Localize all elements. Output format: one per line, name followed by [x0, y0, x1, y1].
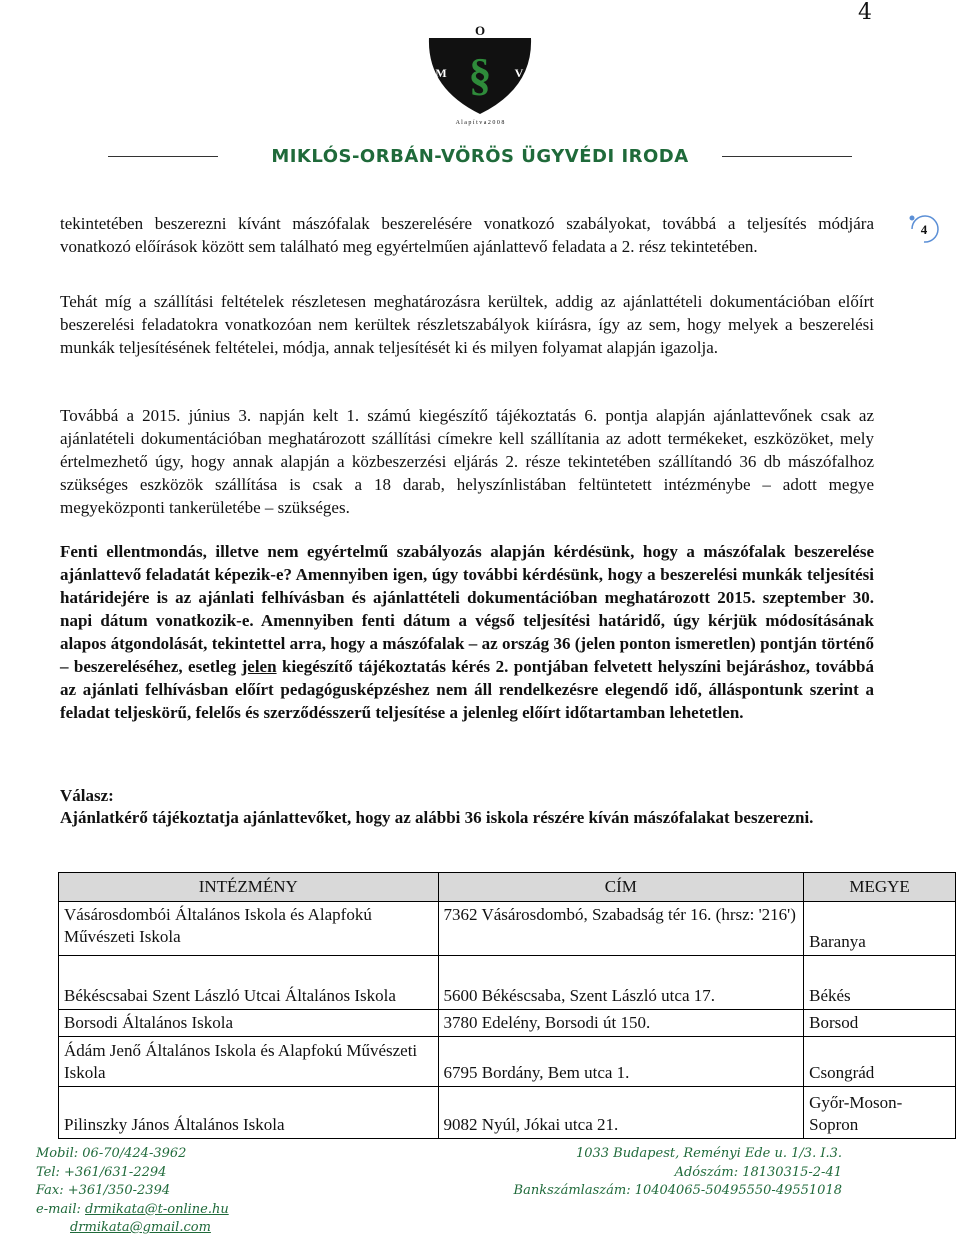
- footer-tel: Tel: +361/631-2294: [36, 1164, 167, 1180]
- cell-address: 6795 Bordány, Bem utca 1.: [438, 1037, 804, 1087]
- question-paragraph: Fenti ellentmondás, illetve nem egyértelmű szabályozás alapján kérdésünk, hogy a mászófalak beszerelése ajánlattevő feladatát képezik-e? Amennyiben igen, úgy további kérdésünk, hogy a beszerelési munkák teljesítési határidejére is az ajánlati felhívásban és ajánlattételi dokumentációban meghatározott 2015. szeptember 30. napi dátum vonatkozik-e. Amennyiben fenti dátum a végső teljesítési határidő, úgy kérjük módosításának alapos átgondolását, tekintettel arra, hogy a mászófalak – az ország 36 (jelen ponton ismeretlen) pontján történő – beszereléséhez, esetleg jelen kiegészítő tájékoztatás kérés 2. pontjában felvetett helyszíni bejáráshoz, továbbá az ajánlati felhívásban előírt pedagógusképzéshez nem áll rendelkezésre elegendő idő, álláspontunk szerint a feladat teljeskörű, felelős és szerződésszerű teljesítése a jelenleg előírt időtartamban lehetetlen.: [60, 542, 874, 722]
- logo-letter-v: V: [514, 66, 524, 80]
- law-firm-logo: [427, 24, 533, 128]
- cell-institution: Békéscsabai Szent László Utcai Általános Iskola: [59, 956, 439, 1010]
- cell-county: Baranya: [804, 902, 956, 956]
- header-address: CÍM: [438, 873, 804, 902]
- footer-office: [514, 1145, 842, 1201]
- footer-contact: [36, 1145, 229, 1238]
- header-rule-right: [722, 156, 852, 157]
- cell-address: 7362 Vásárosdombó, Szabadság tér 16. (hrsz: '216'): [438, 902, 804, 956]
- paragraph-1: tekintetében beszerezni kívánt mászófalak beszerelésére vonatkozó szabályokat, továbbá a teljesítés módjára vonatkozó előírások között sem található meg egyértelműen ajánlattevő feladata a 2. rész tekintetében.: [60, 214, 874, 256]
- email-link-1[interactable]: drmikata@t-online.hu: [85, 1201, 229, 1217]
- footer-email-line: e-mail: drmikata@t-online.hu: [36, 1201, 229, 1217]
- logo-letter-o: O: [474, 24, 486, 38]
- footer-address: 1033 Budapest, Reményi Ede u. 1/3. I.3.: [575, 1146, 842, 1161]
- email-link-2[interactable]: drmikata@gmail.com: [70, 1220, 211, 1235]
- paragraph-2: Tehát míg a szállítási feltételek részletesen meghatározásra kerültek, addig az ajánlattételi dokumentációban előírt beszerelési feladatokra vonatkozóan nem kerültek részletszabályok kiírásra, így az sem, hogy melyek a beszerelési munkák teljesítésének feltételei, módja, annak teljesítését ki és milyen folyamat alapján igazolja.: [60, 292, 874, 357]
- cell-address: 9082 Nyúl, Jókai utca 21.: [438, 1087, 804, 1139]
- firm-name: MIKLÓS-ORBÁN-VÖRÖS ÜGYVÉDI IRODA: [271, 146, 689, 167]
- logo-founded: A l a p í t v a 2 0 0 8: [455, 120, 505, 126]
- section-sign-icon: §: [468, 49, 492, 100]
- table-row: [59, 1087, 956, 1139]
- footer-bank: Bankszámlaszám: 10404065-50495550-49551018: [513, 1183, 842, 1198]
- cell-institution: Ádám Jenő Általános Iskola és Alapfokú Művészeti Iskola: [59, 1037, 439, 1087]
- underlined-word: jelen: [241, 657, 277, 676]
- header-county: MEGYE: [804, 873, 956, 902]
- cell-county: Győr-Moson-Sopron: [804, 1087, 956, 1139]
- footer-mobile: Mobil: 06-70/424-3962: [36, 1146, 187, 1161]
- page-number: 4: [858, 0, 872, 25]
- table-row: [59, 1037, 956, 1087]
- logo-letter-m: M: [435, 66, 447, 80]
- cell-address: 3780 Edelény, Borsodi út 150.: [438, 1010, 804, 1037]
- cell-county: Csongrád: [804, 1037, 956, 1087]
- footer-fax: Fax: +361/350-2394: [36, 1183, 171, 1198]
- answer-text: Ajánlatkérő tájékoztatja ajánlattevőket, hogy az alábbi 36 iskola részére kíván mászófalakat beszerezni.: [60, 808, 814, 827]
- paragraph-3: Továbbá a 2015. június 3. napján kelt 1. számú kiegészítő tájékoztatás 6. pontja alapján ajánlattevőnek csak az ajánlatételi dokumentációban meghatározott szállítási címekre kell szállítania az adott termékeket, eszközöket, mely értelmezhető úgy, hogy annak alapján a közbeszerzési eljárás 2. része tekintetében szállítandó 36 db mászófalhoz szükséges eszközök szállítása is csak a 18 darab, helyszínlistában feltüntetett intézménybe – adott megye megyeközponti tankerületébe – szükséges.: [60, 406, 874, 517]
- table-row: [59, 902, 956, 956]
- cell-county: Békés: [804, 956, 956, 1010]
- header-institution: INTÉZMÉNY: [59, 873, 439, 902]
- school-table: [58, 872, 956, 1139]
- cell-county: Borsod: [804, 1010, 956, 1037]
- table-row: [59, 956, 956, 1010]
- cell-institution: Vásárosdombói Általános Iskola és Alapfokú Művészeti Iskola: [59, 902, 439, 956]
- cell-address: 5600 Békéscsaba, Szent László utca 17.: [438, 956, 804, 1010]
- page-badge-icon: [908, 212, 940, 246]
- page-badge-number: 4: [920, 222, 928, 237]
- answer-label: Válasz:: [60, 786, 114, 805]
- table-row: [59, 1010, 956, 1037]
- table-header-row: [59, 873, 956, 902]
- cell-institution: Borsodi Általános Iskola: [59, 1010, 439, 1037]
- cell-institution: Pilinszky János Általános Iskola: [59, 1087, 439, 1139]
- footer-tax: Adószám: 18130315-2-41: [674, 1164, 842, 1180]
